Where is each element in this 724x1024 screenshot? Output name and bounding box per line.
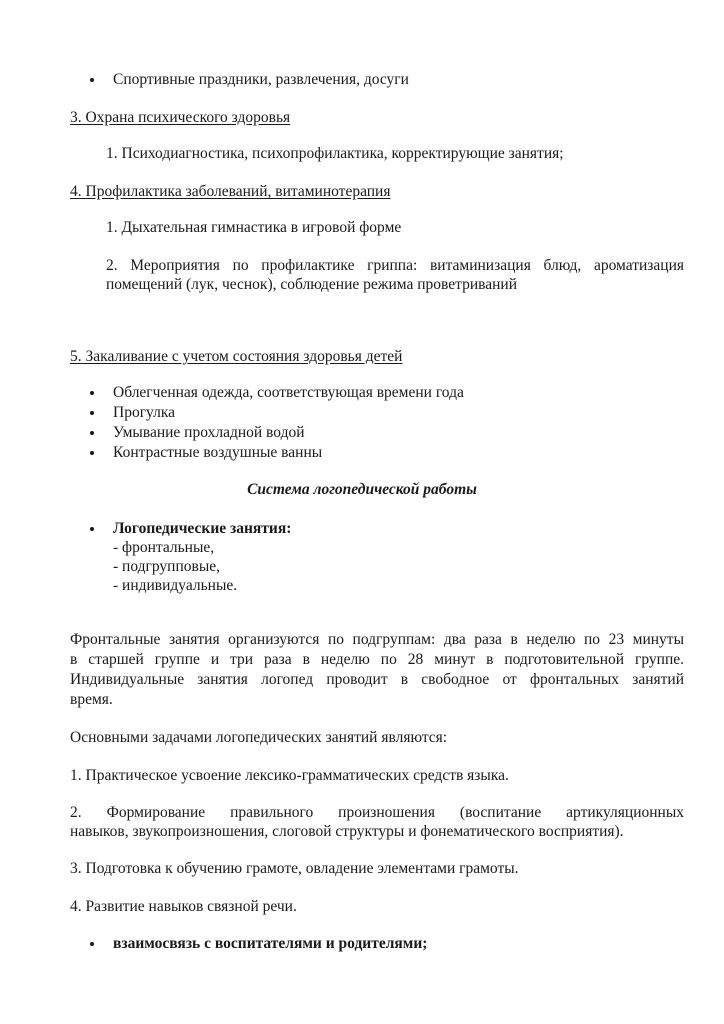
- section-heading-4: 4. Профилактика заболеваний, витаминотерапия: [70, 183, 391, 200]
- task-item-continuation: навыков, звукопроизношения, слоговой структуры и фонематического восприятия).: [70, 823, 624, 840]
- list-item-continuation: помещений (лук, чеснок), соблюдение режима проветриваний: [106, 276, 518, 293]
- bullet-item: Облегченная одежда, соответствующая времени года: [113, 384, 464, 401]
- task-item: 1. Практическое усвоение лексико-грамматических средств языка.: [70, 767, 509, 784]
- bullet-item: Спортивные праздники, развлечения, досуги: [113, 71, 409, 88]
- section-title: Система логопедической работы: [247, 481, 477, 498]
- bullet-item: Контрастные воздушные ванны: [113, 444, 323, 461]
- list-item: 1. Дыхательная гимнастика в игровой форме: [106, 219, 402, 236]
- paragraph-line: время.: [70, 691, 113, 708]
- task-item: 3. Подготовка к обучению грамоте, овладение элементами грамоты.: [70, 860, 519, 877]
- section-heading-3: 3. Охрана психического здоровья: [70, 109, 291, 126]
- section-heading-5: 5. Закаливание с учетом состояния здоровья детей: [70, 348, 403, 365]
- paragraph-line: Индивидуальные занятия логопед проводит в свободное от фронтальных занятий: [70, 671, 684, 688]
- paragraph-line: Фронтальные занятия организуются по подгруппам: два раза в неделю по 23 минуты: [70, 631, 684, 648]
- list-item: 1. Психодиагностика, психопрофилактика, корректирующие занятия;: [106, 145, 564, 162]
- list-subitem: - индивидуальные.: [113, 577, 238, 594]
- paragraph: Основными задачами логопедических занятий являются:: [70, 729, 448, 746]
- list-item: 2. Мероприятия по профилактике гриппа: витаминизация блюд, ароматизация: [106, 257, 684, 274]
- bullet-item: взаимосвязь с воспитателями и родителями;: [113, 935, 428, 952]
- task-item: 4. Развитие навыков связной речи.: [70, 898, 297, 915]
- bullet-item: Прогулка: [113, 404, 176, 421]
- task-item: 2. Формирование правильного произношения (воспитание артикуляционных: [70, 804, 684, 821]
- paragraph-line: в старшей группе и три раза в неделю по 28 минут в подготовительной группе.: [70, 651, 684, 668]
- bullet-item: Умывание прохладной водой: [113, 424, 305, 441]
- bullet-item: Логопедические занятия:: [113, 520, 292, 537]
- list-subitem: - фронтальные,: [113, 539, 215, 556]
- list-subitem: - подгрупповые,: [113, 558, 221, 575]
